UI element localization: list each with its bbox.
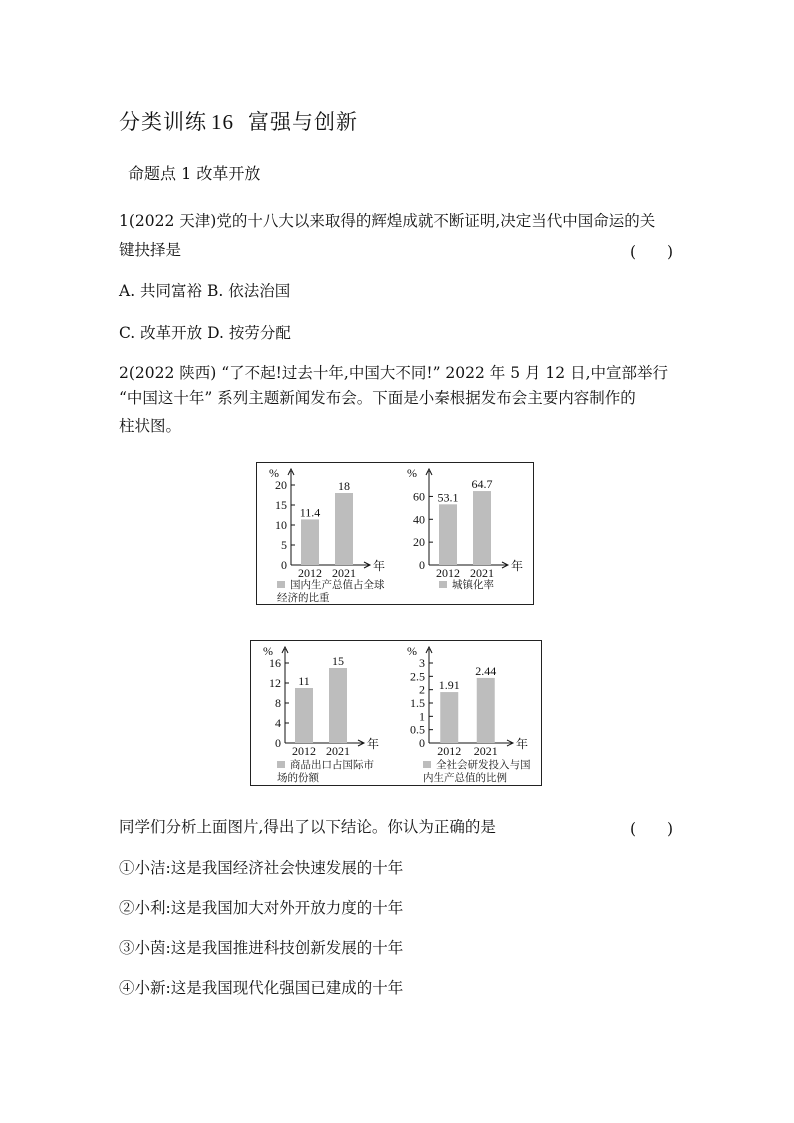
bar-value-label: 11.4: [299, 505, 321, 520]
x-tick-label: 2012: [436, 566, 460, 580]
y-tick-label: 20: [275, 478, 287, 492]
legend-swatch: [439, 581, 447, 588]
chart-gdp-share-svg: [261, 465, 391, 580]
q2-line2: “中国这十年” 系列主题新闻发布会。下面是小秦根据发布会主要内容制作的: [119, 389, 636, 407]
chart-urbanization: [399, 465, 529, 580]
x-tick-label: 2012: [298, 566, 322, 580]
q1-answer-paren: ( ): [630, 243, 674, 261]
chart-rd-ratio: [399, 643, 534, 758]
bar: [440, 692, 458, 743]
q2-option-4: ④小新:这是我国现代化强国已建成的十年: [119, 979, 404, 997]
legend-swatch: [277, 761, 285, 768]
legend-rd-ratio-text: 全社会研发投入与国内生产总值的比例: [423, 759, 531, 784]
y-tick-label: 2: [419, 682, 425, 697]
y-tick-label: 60: [413, 489, 425, 504]
bar-value-label: 1.91: [438, 678, 460, 693]
bar-value-label: 18: [338, 479, 350, 493]
title-main: 富强与创新: [248, 110, 358, 134]
q2-line3: 柱状图。: [119, 417, 182, 435]
bar-value-label: 64.7: [471, 477, 493, 492]
bar-value-label: 2.44: [475, 663, 497, 678]
section-label: 命题点 1 改革开放: [128, 164, 261, 183]
q1-options-ab: A. 共同富裕 B. 依法治国: [119, 282, 291, 300]
q2-question: 同学们分析上面图片,得出了以下结论。你认为正确的是: [119, 818, 496, 836]
x-tick-label: 2021: [332, 566, 356, 580]
bar: [477, 678, 495, 743]
q1-line2: 键抉择是: [119, 241, 182, 259]
bar: [301, 519, 319, 565]
x-axis-unit-label: 年: [373, 559, 386, 573]
y-axis-unit-label: %: [407, 466, 417, 480]
bar: [473, 491, 491, 565]
x-axis-unit-label: 年: [511, 559, 524, 573]
bar-value-label: 11: [298, 674, 310, 688]
legend-urbanization: [439, 579, 529, 592]
q2-option-2: ②小利:这是我国加大对外开放力度的十年: [119, 899, 404, 917]
q1-line1: 1(2022 天津)党的十八大以来取得的辉煌成就不断证明,决定当代中国命运的关: [119, 212, 656, 230]
x-tick-label: 2012: [292, 744, 316, 758]
legend-urbanization-text: 城镇化率: [452, 579, 494, 591]
title-prefix: 分类训练: [119, 110, 207, 134]
bar: [329, 668, 347, 743]
bar: [335, 493, 353, 565]
y-tick-label: 0: [419, 736, 425, 750]
y-tick-label: 20: [413, 535, 425, 550]
y-tick-label: 4: [275, 716, 281, 730]
page-title: [119, 106, 358, 136]
y-tick-label: 0: [419, 558, 425, 572]
y-tick-label: 1.5: [410, 696, 425, 710]
x-axis-unit-label: 年: [367, 737, 380, 751]
y-tick-label: 0: [275, 736, 281, 750]
y-tick-label: 8: [275, 696, 281, 710]
y-axis-unit-label: %: [269, 466, 279, 480]
y-tick-label: 3: [419, 656, 425, 670]
chart-gdp-share: [261, 465, 391, 580]
legend-export-share-text: 商品出口占国际市场的份额: [277, 759, 374, 784]
y-tick-label: 10: [275, 518, 287, 532]
y-tick-label: 15: [275, 498, 287, 512]
x-axis-unit-label: 年: [516, 737, 529, 751]
y-tick-label: 40: [413, 512, 425, 527]
y-tick-label: 2.5: [410, 669, 425, 684]
x-tick-label: 2021: [473, 744, 498, 758]
bar: [439, 504, 457, 565]
x-tick-label: 2021: [326, 744, 350, 758]
y-tick-label: 5: [281, 538, 287, 552]
x-tick-label: 2021: [470, 566, 494, 580]
q2-option-3: ③小茵:这是我国推进科技创新发展的十年: [119, 939, 404, 957]
y-axis-unit-label: %: [407, 644, 417, 658]
bar: [295, 688, 313, 743]
q1-options-cd: C. 改革开放 D. 按劳分配: [119, 324, 291, 342]
y-tick-label: 12: [269, 676, 281, 690]
q2-answer-paren: ( ): [630, 820, 674, 838]
chart-export-share-svg: [255, 643, 385, 758]
chart-export-share: [255, 643, 385, 758]
chart-box-bottom: [250, 640, 542, 786]
y-axis-unit-label: %: [263, 644, 273, 658]
chart-rd-ratio-svg: [399, 643, 534, 758]
y-tick-label: 0.5: [410, 722, 425, 737]
bar-value-label: 15: [332, 654, 344, 668]
y-tick-label: 1: [419, 709, 425, 724]
legend-gdp-share-text: 国内生产总值占全球经济的比重: [277, 579, 385, 604]
x-tick-label: 2012: [437, 744, 462, 758]
title-number: 16: [211, 110, 234, 134]
legend-swatch: [277, 581, 285, 588]
q2-option-1: ①小洁:这是我国经济社会快速发展的十年: [119, 859, 404, 877]
bar-value-label: 53.1: [437, 490, 459, 505]
chart-urbanization-svg: [399, 465, 529, 580]
y-tick-label: 16: [269, 656, 281, 670]
q2-line1: 2(2022 陕西) “了不起!过去十年,中国大不同!” 2022 年 5 月 12 日,中宣部举行: [119, 364, 669, 382]
y-tick-label: 0: [281, 558, 287, 572]
legend-swatch: [423, 761, 431, 768]
chart-box-top: [256, 462, 534, 605]
legend-export-share: [277, 759, 377, 785]
legend-gdp-share: [277, 579, 387, 605]
legend-rd-ratio: [423, 759, 537, 785]
